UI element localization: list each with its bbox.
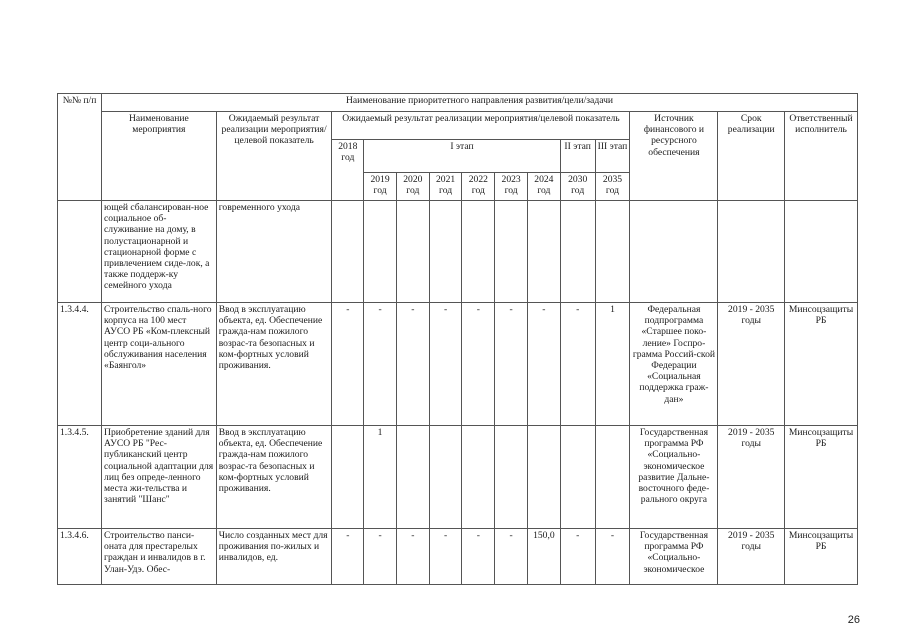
- header-row-1: [58, 94, 858, 112]
- row-value: -: [528, 303, 561, 426]
- header-num: №№ п/п: [58, 94, 102, 201]
- header-stage-1: I этап: [364, 140, 561, 173]
- measures-table: [57, 93, 858, 585]
- row-term: 2019 - 2035 годы: [718, 303, 785, 426]
- row-value: [429, 426, 462, 529]
- header-stage-3: III этап: [595, 140, 630, 173]
- header-year: 2020 год: [396, 173, 429, 201]
- row-responsible: Минсоцзащиты РБ: [785, 303, 858, 426]
- header-col-responsible: Ответственный исполнитель: [785, 112, 858, 201]
- row-term: [718, 201, 785, 303]
- row-num: 1.3.4.5.: [58, 426, 102, 529]
- row-num: 1.3.4.4.: [58, 303, 102, 426]
- row-value: [595, 201, 630, 303]
- table-row: [58, 529, 858, 585]
- row-value: [396, 201, 429, 303]
- row-value: -: [495, 303, 528, 426]
- row-name: Приобретение зданий для АУСО РБ "Рес-публиканский центр социальной адаптации для лиц без опреде-ленного места жи-тельства и занятий "Шанс": [102, 426, 217, 529]
- row-value: -: [429, 303, 462, 426]
- header-col-term: Срок реализации: [718, 112, 785, 201]
- page-number: 26: [847, 614, 860, 626]
- header-col-expected-by-year: Ожидаемый результат реализации мероприятия/целевой показатель: [332, 112, 630, 140]
- row-name: ющей сбалансирован-ное социальное об-служивание на дому, в полустационарной и стационарной форме с привлечением сиде-лок, а также поддерж-ку семейного ухода: [102, 201, 217, 303]
- row-value: -: [332, 529, 364, 585]
- row-source: Федеральная подпрограмма «Старшее поко-ление» Госпро-грамма Россий-ской Федерации «Социальная поддержка граж-дан»: [630, 303, 718, 426]
- row-value: [462, 426, 495, 529]
- row-term: 2019 - 2035 годы: [718, 529, 785, 585]
- row-name: Строительство панси-оната для престарелых граждан и инвалидов в г. Улан-Удэ. Обес-: [102, 529, 217, 585]
- table-row: [58, 426, 858, 529]
- header-col-source: Источник финансового и ресурсного обеспечения: [630, 112, 718, 201]
- header-year: 2035 год: [595, 173, 630, 201]
- row-value: [495, 201, 528, 303]
- row-source: Государственная программа РФ «Социально-экономическое: [630, 529, 718, 585]
- row-responsible: [785, 201, 858, 303]
- row-source: Государственная программа РФ «Социально-экономическое развитие Дальне-восточного феде-рального округа: [630, 426, 718, 529]
- row-value: -: [462, 529, 495, 585]
- header-priority-title: Наименование приоритетного направления развития/цели/задачи: [102, 94, 858, 112]
- row-value: 1: [364, 426, 397, 529]
- row-value: -: [462, 303, 495, 426]
- row-value: -: [396, 529, 429, 585]
- row-num: [58, 201, 102, 303]
- row-value: -: [595, 529, 630, 585]
- row-result: Число созданных мест для проживания по-жилых и инвалидов, ед.: [216, 529, 332, 585]
- row-value: 1: [595, 303, 630, 426]
- row-value: [560, 426, 595, 529]
- row-term: 2019 - 2035 годы: [718, 426, 785, 529]
- header-year: 2024 год: [528, 173, 561, 201]
- header-col-name: Наименование мероприятия: [102, 112, 217, 201]
- row-value: -: [396, 303, 429, 426]
- header-year: 2019 год: [364, 173, 397, 201]
- row-value: [462, 201, 495, 303]
- header-year: 2021 год: [429, 173, 462, 201]
- header-year: 2022 год: [462, 173, 495, 201]
- table-row: [58, 303, 858, 426]
- header-year: 2023 год: [495, 173, 528, 201]
- row-value: [396, 426, 429, 529]
- row-source: [630, 201, 718, 303]
- row-value: [560, 201, 595, 303]
- header-year-2018: 2018 год: [332, 140, 364, 201]
- row-value: [364, 201, 397, 303]
- row-name: Строительство спаль-ного корпуса на 100 мест АУСО РБ «Ком-плексный центр соци-ального обслуживания населения «Баянгол»: [102, 303, 217, 426]
- row-value: -: [364, 529, 397, 585]
- header-col-expected: Ожидаемый результат реализации мероприятия/целевой показатель: [216, 112, 332, 201]
- row-value: [528, 201, 561, 303]
- row-value: -: [364, 303, 397, 426]
- row-value: -: [495, 529, 528, 585]
- row-result: Ввод в эксплуатацию объекта, ед. Обеспечение гражда-нам пожилого возрас-та безопасных и ком-фортных условий проживания.: [216, 426, 332, 529]
- row-value: [332, 426, 364, 529]
- row-result: Ввод в эксплуатацию объекта, ед. Обеспечение гражда-нам пожилого возрас-та безопасных и ком-фортных условий проживания.: [216, 303, 332, 426]
- row-responsible: Минсоцзащиты РБ: [785, 426, 858, 529]
- row-value: 150,0: [528, 529, 561, 585]
- row-value: -: [560, 529, 595, 585]
- row-value: -: [332, 303, 364, 426]
- row-value: [332, 201, 364, 303]
- row-value: [495, 426, 528, 529]
- row-value: [429, 201, 462, 303]
- row-num: 1.3.4.6.: [58, 529, 102, 585]
- header-row-2: [58, 112, 858, 140]
- row-value: -: [429, 529, 462, 585]
- row-value: [595, 426, 630, 529]
- row-result: говременного ухода: [216, 201, 332, 303]
- row-value: -: [560, 303, 595, 426]
- header-year: 2030 год: [560, 173, 595, 201]
- table-row: [58, 201, 858, 303]
- header-stage-2: II этап: [560, 140, 595, 173]
- row-responsible: Минсоцзащиты РБ: [785, 529, 858, 585]
- row-value: [528, 426, 561, 529]
